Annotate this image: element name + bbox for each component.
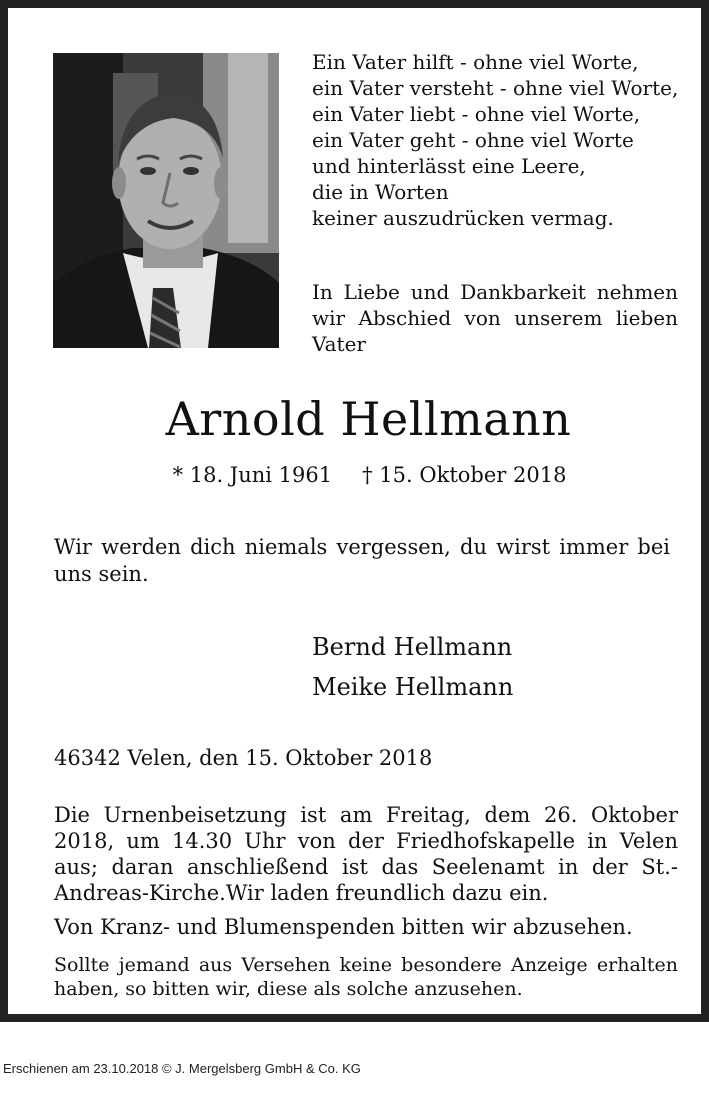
signer-name: Meike Hellmann xyxy=(312,673,514,701)
farewell-text: Wir werden dich niemals vergessen, du wirst immer bei uns sein. xyxy=(54,535,670,586)
birth-date: * 18. Juni 1961 xyxy=(172,463,333,487)
poem-line: ein Vater geht - ohne viel Worte xyxy=(312,128,634,152)
poem-line: ein Vater liebt - ohne viel Worte, xyxy=(312,102,641,126)
portrait-image xyxy=(53,53,279,348)
portrait-photo xyxy=(53,53,279,348)
dedication-text: In Liebe und Dankbarkeit nehmen wir Abschied von unserem lieben Vater xyxy=(312,280,678,356)
poem-line: und hinterlässt eine Leere, xyxy=(312,154,586,178)
life-dates xyxy=(8,461,709,489)
flowers-note: Von Kranz- und Blumenspenden bitten wir abzusehen. xyxy=(54,915,633,939)
publication-footer: Erschienen am 23.10.2018 © J. Mergelsberg GmbH & Co. KG xyxy=(3,1061,361,1076)
poem xyxy=(312,49,692,231)
service-info: Die Urnenbeisetzung ist am Freitag, dem 26. Oktober 2018, um 14.30 Uhr von der Friedhofskapelle in Velen aus; daran anschließend ist das Seelenamt in der St.-Andreas-Kirche.Wir laden freundlich dazu ein. xyxy=(54,803,678,905)
death-date: † 15. Oktober 2018 xyxy=(362,463,567,487)
poem-line: Ein Vater hilft - ohne viel Worte, xyxy=(312,50,639,74)
poem-line: keiner auszudrücken vermag. xyxy=(312,206,614,230)
place-date: 46342 Velen, den 15. Oktober 2018 xyxy=(54,746,433,770)
poem-line: ein Vater versteht - ohne viel Worte, xyxy=(312,76,679,100)
signer-name: Bernd Hellmann xyxy=(312,633,513,661)
poem-line: die in Worten xyxy=(312,180,449,204)
notice-text: Sollte jemand aus Versehen keine besondere Anzeige erhalten haben, so bitten wir, diese als solche anzusehen. xyxy=(54,954,678,1000)
signers-list xyxy=(312,627,692,707)
deceased-name: Arnold Hellmann xyxy=(165,392,572,446)
